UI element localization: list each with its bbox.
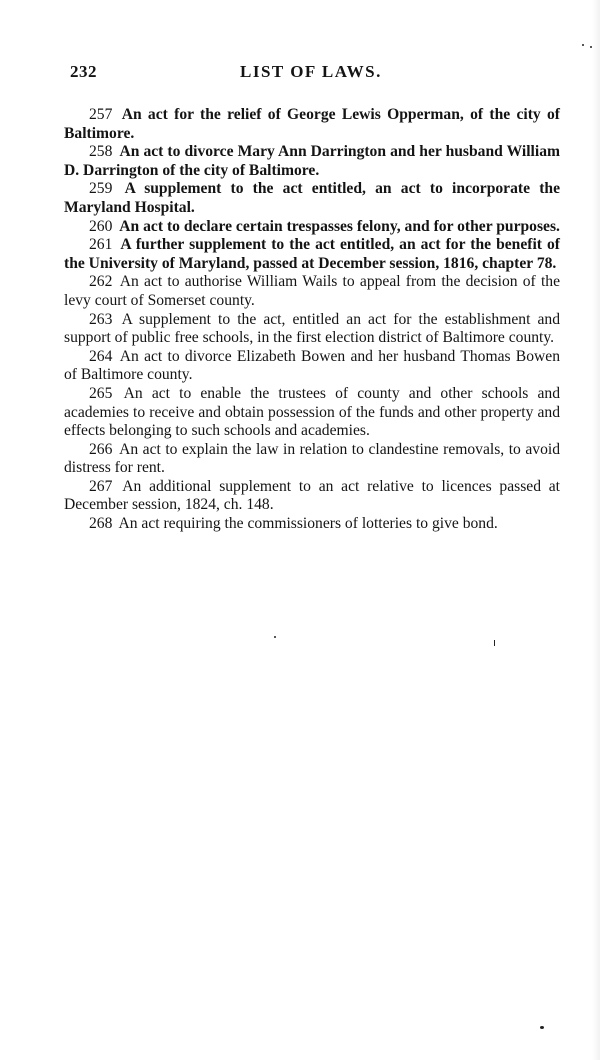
law-entry <box>64 236 560 273</box>
scan-speck <box>582 44 584 46</box>
law-title: An act to enable the trustees of county and other schools and academies to receive and obtain possession of the funds and other property and effects belonging to such schools and academies. <box>64 384 560 440</box>
law-entry <box>64 311 560 348</box>
scan-speck <box>540 1026 544 1029</box>
law-number: 265 <box>89 384 113 402</box>
law-number: 266 <box>89 440 113 458</box>
scan-edge-shadow <box>592 0 600 1060</box>
law-title: An act requiring the commissioners of lotteries to give bond. <box>118 515 498 533</box>
law-number: 260 <box>89 217 113 235</box>
law-entry <box>64 478 560 515</box>
law-title: An act for the relief of George Lewis Opperman, of the city of Baltimore. <box>64 106 560 142</box>
law-entry <box>64 218 560 237</box>
law-title: An act to explain the law in relation to clandestine removals, to avoid distress for rent. <box>64 440 560 477</box>
law-title: An act to authorise William Wails to appeal from the decision of the levy court of Somerset county. <box>64 273 560 309</box>
scan-speck <box>494 640 495 646</box>
law-entry <box>64 515 560 534</box>
law-title: An act to divorce Mary Ann Darrington and her husband William D. Darrington of the city of Baltimore. <box>64 143 560 179</box>
law-entry <box>64 180 560 217</box>
law-number: 264 <box>89 347 113 365</box>
page-number: 232 <box>70 62 97 81</box>
law-number: 262 <box>89 273 113 291</box>
law-title: A supplement to the act, entitled an act for the establishment and support of public free schools, in the first election district of Baltimore county. <box>64 310 560 347</box>
law-number: 261 <box>89 236 113 254</box>
law-title: An additional supplement to an act relative to licences passed at December session, 1824, ch. 148. <box>64 477 560 514</box>
law-entry <box>64 385 560 441</box>
law-number: 268 <box>89 515 113 533</box>
law-title: An act to declare certain trespasses felony, and for other purposes. <box>119 217 560 235</box>
law-title: A further supplement to the act entitled, an act for the benefit of the University of Maryland, passed at December session, 1816, chapter 78. <box>64 236 560 272</box>
law-list <box>64 106 560 534</box>
law-title: A supplement to the act entitled, an act to incorporate the Maryland Hospital. <box>64 180 560 216</box>
page-header <box>70 62 562 86</box>
running-head: LIST OF LAWS. <box>240 62 382 81</box>
law-entry <box>64 273 560 310</box>
law-entry <box>64 441 560 478</box>
law-number: 258 <box>89 143 113 161</box>
law-number: 263 <box>89 310 113 328</box>
law-title: An act to divorce Elizabeth Bowen and her husband Thomas Bowen of Baltimore county. <box>64 347 560 384</box>
law-entry <box>64 143 560 180</box>
law-number: 259 <box>89 180 113 198</box>
scan-speck <box>274 636 276 638</box>
law-entry <box>64 348 560 385</box>
law-number: 267 <box>89 477 113 495</box>
law-number: 257 <box>89 106 113 123</box>
law-entry <box>64 106 560 143</box>
